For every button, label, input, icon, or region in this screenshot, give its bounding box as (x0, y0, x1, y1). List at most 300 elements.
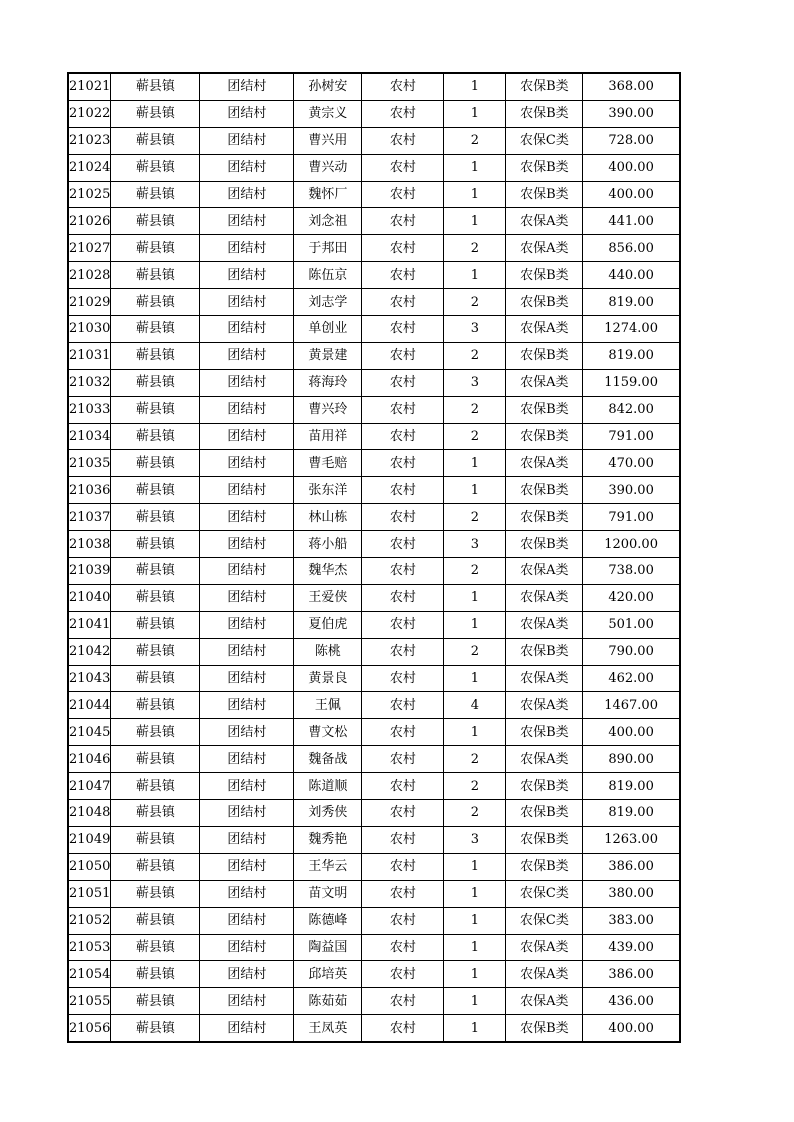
amount-cell: 436.00 (583, 988, 680, 1015)
row-id-cell: 21044 (68, 692, 111, 719)
village-cell: 团结村 (200, 934, 294, 961)
table-row (68, 800, 680, 827)
town-cell: 蕲县镇 (111, 289, 200, 316)
table-row (68, 746, 680, 773)
village-cell: 团结村 (200, 450, 294, 477)
name-cell: 黄景建 (294, 342, 362, 369)
row-id-cell: 21025 (68, 181, 111, 208)
name-cell: 魏怀厂 (294, 181, 362, 208)
row-id-cell: 21040 (68, 584, 111, 611)
type-cell: 农村 (362, 934, 444, 961)
count-cell: 1 (444, 73, 506, 100)
village-cell: 团结村 (200, 342, 294, 369)
name-cell: 孙树安 (294, 73, 362, 100)
name-cell: 王爱侠 (294, 584, 362, 611)
amount-cell: 842.00 (583, 396, 680, 423)
town-cell: 蕲县镇 (111, 154, 200, 181)
amount-cell: 440.00 (583, 262, 680, 289)
town-cell: 蕲县镇 (111, 988, 200, 1015)
count-cell: 3 (444, 369, 506, 396)
count-cell: 3 (444, 826, 506, 853)
name-cell: 蒋海玲 (294, 369, 362, 396)
type-cell: 农村 (362, 477, 444, 504)
village-cell: 团结村 (200, 369, 294, 396)
category-cell: 农保B类 (506, 826, 583, 853)
type-cell: 农村 (362, 531, 444, 558)
amount-cell: 790.00 (583, 638, 680, 665)
village-cell: 团结村 (200, 880, 294, 907)
name-cell: 黄景良 (294, 665, 362, 692)
row-id-cell: 21045 (68, 719, 111, 746)
village-cell: 团结村 (200, 235, 294, 262)
name-cell: 魏华杰 (294, 558, 362, 585)
row-id-cell: 21046 (68, 746, 111, 773)
count-cell: 1 (444, 584, 506, 611)
village-cell: 团结村 (200, 558, 294, 585)
row-id-cell: 21024 (68, 154, 111, 181)
category-cell: 农保A类 (506, 611, 583, 638)
town-cell: 蕲县镇 (111, 477, 200, 504)
row-id-cell: 21021 (68, 73, 111, 100)
category-cell: 农保B类 (506, 719, 583, 746)
count-cell: 2 (444, 342, 506, 369)
town-cell: 蕲县镇 (111, 100, 200, 127)
amount-cell: 819.00 (583, 289, 680, 316)
amount-cell: 420.00 (583, 584, 680, 611)
category-cell: 农保B类 (506, 262, 583, 289)
table-row (68, 450, 680, 477)
table-row (68, 934, 680, 961)
category-cell: 农保B类 (506, 531, 583, 558)
village-cell: 团结村 (200, 127, 294, 154)
table-row (68, 154, 680, 181)
type-cell: 农村 (362, 988, 444, 1015)
row-id-cell: 21048 (68, 800, 111, 827)
village-cell: 团结村 (200, 800, 294, 827)
type-cell: 农村 (362, 907, 444, 934)
row-id-cell: 21051 (68, 880, 111, 907)
count-cell: 2 (444, 396, 506, 423)
name-cell: 曹文松 (294, 719, 362, 746)
category-cell: 农保A类 (506, 746, 583, 773)
category-cell: 农保B类 (506, 504, 583, 531)
count-cell: 1 (444, 477, 506, 504)
type-cell: 农村 (362, 100, 444, 127)
town-cell: 蕲县镇 (111, 880, 200, 907)
town-cell: 蕲县镇 (111, 423, 200, 450)
type-cell: 农村 (362, 316, 444, 343)
type-cell: 农村 (362, 853, 444, 880)
amount-cell: 400.00 (583, 154, 680, 181)
village-cell: 团结村 (200, 181, 294, 208)
category-cell: 农保B类 (506, 154, 583, 181)
category-cell: 农保B类 (506, 396, 583, 423)
village-cell: 团结村 (200, 907, 294, 934)
count-cell: 2 (444, 638, 506, 665)
count-cell: 1 (444, 665, 506, 692)
town-cell: 蕲县镇 (111, 396, 200, 423)
type-cell: 农村 (362, 719, 444, 746)
amount-cell: 400.00 (583, 1015, 680, 1042)
village-cell: 团结村 (200, 73, 294, 100)
name-cell: 陈德峰 (294, 907, 362, 934)
type-cell: 农村 (362, 423, 444, 450)
amount-cell: 856.00 (583, 235, 680, 262)
type-cell: 农村 (362, 262, 444, 289)
table-row (68, 235, 680, 262)
amount-cell: 819.00 (583, 800, 680, 827)
amount-cell: 383.00 (583, 907, 680, 934)
table-row (68, 692, 680, 719)
village-cell: 团结村 (200, 396, 294, 423)
count-cell: 3 (444, 531, 506, 558)
type-cell: 农村 (362, 665, 444, 692)
town-cell: 蕲县镇 (111, 1015, 200, 1042)
amount-cell: 819.00 (583, 342, 680, 369)
count-cell: 2 (444, 773, 506, 800)
town-cell: 蕲县镇 (111, 584, 200, 611)
type-cell: 农村 (362, 692, 444, 719)
type-cell: 农村 (362, 235, 444, 262)
town-cell: 蕲县镇 (111, 826, 200, 853)
row-id-cell: 21053 (68, 934, 111, 961)
count-cell: 1 (444, 988, 506, 1015)
amount-cell: 386.00 (583, 961, 680, 988)
village-cell: 团结村 (200, 504, 294, 531)
row-id-cell: 21054 (68, 961, 111, 988)
category-cell: 农保B类 (506, 638, 583, 665)
table-row (68, 181, 680, 208)
type-cell: 农村 (362, 826, 444, 853)
town-cell: 蕲县镇 (111, 746, 200, 773)
village-cell: 团结村 (200, 100, 294, 127)
town-cell: 蕲县镇 (111, 853, 200, 880)
town-cell: 蕲县镇 (111, 73, 200, 100)
type-cell: 农村 (362, 127, 444, 154)
village-cell: 团结村 (200, 692, 294, 719)
table-row (68, 208, 680, 235)
name-cell: 曹毛赔 (294, 450, 362, 477)
type-cell: 农村 (362, 800, 444, 827)
type-cell: 农村 (362, 396, 444, 423)
name-cell: 曹兴玲 (294, 396, 362, 423)
category-cell: 农保C类 (506, 907, 583, 934)
table-row (68, 342, 680, 369)
village-cell: 团结村 (200, 316, 294, 343)
table-row (68, 826, 680, 853)
name-cell: 刘秀侠 (294, 800, 362, 827)
count-cell: 2 (444, 423, 506, 450)
amount-cell: 1159.00 (583, 369, 680, 396)
name-cell: 黄宗义 (294, 100, 362, 127)
category-cell: 农保A类 (506, 235, 583, 262)
village-cell: 团结村 (200, 665, 294, 692)
type-cell: 农村 (362, 746, 444, 773)
category-cell: 农保A类 (506, 208, 583, 235)
category-cell: 农保A类 (506, 988, 583, 1015)
count-cell: 2 (444, 504, 506, 531)
type-cell: 农村 (362, 961, 444, 988)
row-id-cell: 21027 (68, 235, 111, 262)
type-cell: 农村 (362, 638, 444, 665)
village-cell: 团结村 (200, 638, 294, 665)
table-body (68, 73, 680, 1042)
town-cell: 蕲县镇 (111, 369, 200, 396)
row-id-cell: 21043 (68, 665, 111, 692)
row-id-cell: 21055 (68, 988, 111, 1015)
name-cell: 魏备战 (294, 746, 362, 773)
town-cell: 蕲县镇 (111, 342, 200, 369)
category-cell: 农保B类 (506, 342, 583, 369)
category-cell: 农保B类 (506, 423, 583, 450)
type-cell: 农村 (362, 1015, 444, 1042)
type-cell: 农村 (362, 342, 444, 369)
category-cell: 农保B类 (506, 100, 583, 127)
table-row (68, 289, 680, 316)
type-cell: 农村 (362, 504, 444, 531)
name-cell: 蒋小船 (294, 531, 362, 558)
village-cell: 团结村 (200, 531, 294, 558)
village-cell: 团结村 (200, 961, 294, 988)
name-cell: 陈伍京 (294, 262, 362, 289)
data-table-container (67, 72, 681, 1043)
village-cell: 团结村 (200, 853, 294, 880)
type-cell: 农村 (362, 880, 444, 907)
category-cell: 农保B类 (506, 181, 583, 208)
amount-cell: 470.00 (583, 450, 680, 477)
table-row (68, 396, 680, 423)
amount-cell: 386.00 (583, 853, 680, 880)
name-cell: 于邦田 (294, 235, 362, 262)
town-cell: 蕲县镇 (111, 235, 200, 262)
town-cell: 蕲县镇 (111, 208, 200, 235)
category-cell: 农保A类 (506, 665, 583, 692)
name-cell: 曹兴用 (294, 127, 362, 154)
village-cell: 团结村 (200, 826, 294, 853)
row-id-cell: 21022 (68, 100, 111, 127)
amount-cell: 1263.00 (583, 826, 680, 853)
name-cell: 刘念祖 (294, 208, 362, 235)
count-cell: 1 (444, 208, 506, 235)
category-cell: 农保B类 (506, 477, 583, 504)
type-cell: 农村 (362, 208, 444, 235)
name-cell: 陈道顺 (294, 773, 362, 800)
town-cell: 蕲县镇 (111, 181, 200, 208)
town-cell: 蕲县镇 (111, 692, 200, 719)
village-cell: 团结村 (200, 988, 294, 1015)
village-cell: 团结村 (200, 1015, 294, 1042)
row-id-cell: 21041 (68, 611, 111, 638)
table-row (68, 423, 680, 450)
table-row (68, 584, 680, 611)
name-cell: 苗用祥 (294, 423, 362, 450)
amount-cell: 368.00 (583, 73, 680, 100)
name-cell: 王华云 (294, 853, 362, 880)
category-cell: 农保A类 (506, 584, 583, 611)
amount-cell: 441.00 (583, 208, 680, 235)
village-cell: 团结村 (200, 477, 294, 504)
name-cell: 陶益国 (294, 934, 362, 961)
town-cell: 蕲县镇 (111, 638, 200, 665)
village-cell: 团结村 (200, 262, 294, 289)
count-cell: 2 (444, 235, 506, 262)
table-row (68, 73, 680, 100)
count-cell: 2 (444, 558, 506, 585)
name-cell: 苗文明 (294, 880, 362, 907)
row-id-cell: 21052 (68, 907, 111, 934)
row-id-cell: 21037 (68, 504, 111, 531)
town-cell: 蕲县镇 (111, 504, 200, 531)
table-row (68, 961, 680, 988)
amount-cell: 791.00 (583, 423, 680, 450)
type-cell: 农村 (362, 773, 444, 800)
type-cell: 农村 (362, 584, 444, 611)
table-row (68, 477, 680, 504)
amount-cell: 390.00 (583, 100, 680, 127)
amount-cell: 1274.00 (583, 316, 680, 343)
category-cell: 农保B类 (506, 853, 583, 880)
village-cell: 团结村 (200, 208, 294, 235)
row-id-cell: 21050 (68, 853, 111, 880)
town-cell: 蕲县镇 (111, 316, 200, 343)
amount-cell: 380.00 (583, 880, 680, 907)
row-id-cell: 21030 (68, 316, 111, 343)
category-cell: 农保B类 (506, 800, 583, 827)
town-cell: 蕲县镇 (111, 450, 200, 477)
row-id-cell: 21035 (68, 450, 111, 477)
category-cell: 农保A类 (506, 316, 583, 343)
town-cell: 蕲县镇 (111, 262, 200, 289)
category-cell: 农保B类 (506, 1015, 583, 1042)
count-cell: 4 (444, 692, 506, 719)
town-cell: 蕲县镇 (111, 531, 200, 558)
name-cell: 刘志学 (294, 289, 362, 316)
category-cell: 农保B类 (506, 73, 583, 100)
amount-cell: 1200.00 (583, 531, 680, 558)
table-row (68, 504, 680, 531)
row-id-cell: 21032 (68, 369, 111, 396)
amount-cell: 791.00 (583, 504, 680, 531)
table-row (68, 853, 680, 880)
amount-cell: 728.00 (583, 127, 680, 154)
count-cell: 1 (444, 853, 506, 880)
count-cell: 1 (444, 907, 506, 934)
category-cell: 农保A类 (506, 692, 583, 719)
name-cell: 邱培英 (294, 961, 362, 988)
count-cell: 2 (444, 289, 506, 316)
amount-cell: 1467.00 (583, 692, 680, 719)
town-cell: 蕲县镇 (111, 907, 200, 934)
count-cell: 1 (444, 262, 506, 289)
table-row (68, 316, 680, 343)
row-id-cell: 21033 (68, 396, 111, 423)
category-cell: 农保A类 (506, 961, 583, 988)
category-cell: 农保C类 (506, 880, 583, 907)
table-row (68, 127, 680, 154)
amount-cell: 819.00 (583, 773, 680, 800)
town-cell: 蕲县镇 (111, 773, 200, 800)
count-cell: 3 (444, 316, 506, 343)
category-cell: 农保A类 (506, 934, 583, 961)
name-cell: 张东洋 (294, 477, 362, 504)
row-id-cell: 21042 (68, 638, 111, 665)
amount-cell: 462.00 (583, 665, 680, 692)
count-cell: 2 (444, 800, 506, 827)
amount-cell: 890.00 (583, 746, 680, 773)
type-cell: 农村 (362, 154, 444, 181)
count-cell: 1 (444, 611, 506, 638)
town-cell: 蕲县镇 (111, 934, 200, 961)
name-cell: 陈桃 (294, 638, 362, 665)
table-row (68, 558, 680, 585)
town-cell: 蕲县镇 (111, 558, 200, 585)
row-id-cell: 21036 (68, 477, 111, 504)
type-cell: 农村 (362, 289, 444, 316)
name-cell: 林山栋 (294, 504, 362, 531)
category-cell: 农保B类 (506, 773, 583, 800)
amount-cell: 390.00 (583, 477, 680, 504)
row-id-cell: 21023 (68, 127, 111, 154)
type-cell: 农村 (362, 369, 444, 396)
table-row (68, 369, 680, 396)
count-cell: 1 (444, 100, 506, 127)
name-cell: 单创业 (294, 316, 362, 343)
count-cell: 1 (444, 880, 506, 907)
type-cell: 农村 (362, 450, 444, 477)
row-id-cell: 21026 (68, 208, 111, 235)
type-cell: 农村 (362, 73, 444, 100)
count-cell: 2 (444, 746, 506, 773)
count-cell: 1 (444, 154, 506, 181)
table-row (68, 611, 680, 638)
category-cell: 农保B类 (506, 289, 583, 316)
name-cell: 曹兴动 (294, 154, 362, 181)
name-cell: 夏伯虎 (294, 611, 362, 638)
town-cell: 蕲县镇 (111, 665, 200, 692)
count-cell: 1 (444, 1015, 506, 1042)
village-cell: 团结村 (200, 611, 294, 638)
row-id-cell: 21056 (68, 1015, 111, 1042)
data-table (67, 72, 681, 1043)
table-row (68, 719, 680, 746)
count-cell: 2 (444, 127, 506, 154)
count-cell: 1 (444, 181, 506, 208)
name-cell: 魏秀艳 (294, 826, 362, 853)
row-id-cell: 21029 (68, 289, 111, 316)
name-cell: 王凤英 (294, 1015, 362, 1042)
row-id-cell: 21031 (68, 342, 111, 369)
category-cell: 农保A类 (506, 558, 583, 585)
name-cell: 陈茹茹 (294, 988, 362, 1015)
village-cell: 团结村 (200, 289, 294, 316)
category-cell: 农保C类 (506, 127, 583, 154)
table-row (68, 880, 680, 907)
type-cell: 农村 (362, 558, 444, 585)
village-cell: 团结村 (200, 773, 294, 800)
table-row (68, 907, 680, 934)
row-id-cell: 21028 (68, 262, 111, 289)
name-cell: 王佩 (294, 692, 362, 719)
count-cell: 1 (444, 934, 506, 961)
table-row (68, 638, 680, 665)
village-cell: 团结村 (200, 719, 294, 746)
village-cell: 团结村 (200, 423, 294, 450)
table-row (68, 531, 680, 558)
category-cell: 农保A类 (506, 369, 583, 396)
row-id-cell: 21049 (68, 826, 111, 853)
table-row (68, 1015, 680, 1042)
town-cell: 蕲县镇 (111, 719, 200, 746)
